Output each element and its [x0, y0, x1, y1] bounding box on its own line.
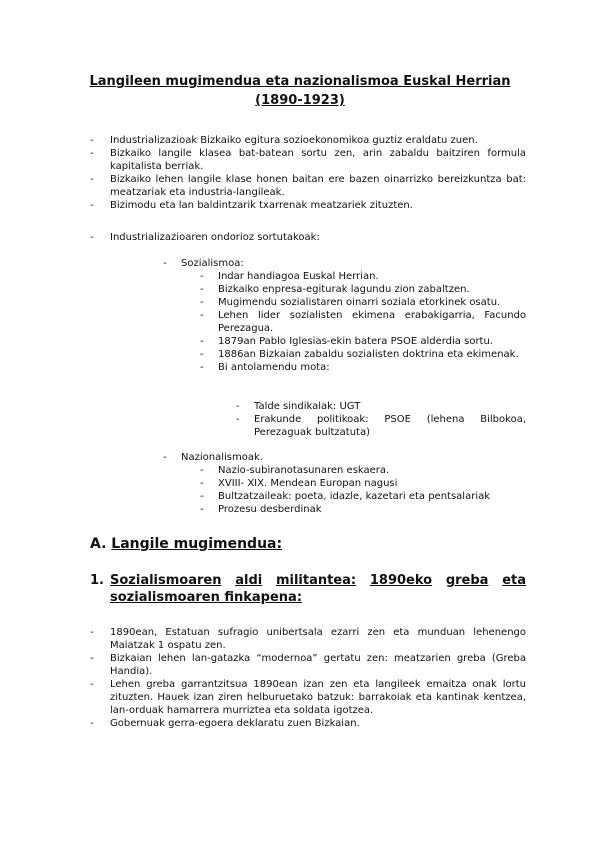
list-item: - Bizkaiko lehen langile klase honen baitan ere bazen oinarrizko bereizkuntza bat: meatzariak eta industria-langileak.: [90, 174, 526, 198]
socialism-section: [163, 257, 526, 270]
page-title-line1: Langileen mugimendua eta nazionalismoa Euskal Herrian: [89, 74, 511, 89]
list-item: - Talde sindikalak: UGT: [236, 401, 361, 412]
list-item: - Erakunde politikoak: PSOE (lehena Bilbokoa, Perezaguak bultzatuta): [236, 414, 526, 438]
socialism-items: [200, 270, 526, 374]
page-title-line2: (1890-1923): [255, 93, 345, 108]
section-1-title-line2: sozialismoaren finkapena:: [110, 590, 303, 605]
list-item: - Bultzatzaileak: poeta, idazle, kazetari eta pentsalariak: [200, 491, 491, 502]
section-1-heading: [90, 572, 526, 606]
list-item: - Bi antolamendu mota:: [200, 362, 330, 373]
list-item: - Prozesu desberdinak: [200, 504, 322, 515]
nationalism-section: [163, 451, 526, 464]
list-item: - Mugimendu sozialistaren oinarri soziala etorkinek osatu.: [200, 297, 501, 308]
consequences-label: - Industrializazioaren ondorioz sortutakoak:: [90, 232, 320, 243]
list-item: - Lehen lider sozialisten ekimena erabakigarria, Facundo Perezagua.: [200, 310, 526, 334]
nationalism-items: [200, 464, 526, 516]
page-title: [80, 72, 520, 110]
list-item: - Bizimodu eta lan baldintzarik txarrenak meatzariek zituzten.: [90, 200, 413, 211]
section-a-title: Langile mugimendua:: [111, 536, 283, 552]
consequences-list: [90, 231, 526, 244]
section-1-title-line1: Sozialismoaren aldi militantea: 1890eko greba eta: [110, 573, 526, 588]
section-a-heading: [90, 536, 282, 552]
socialism-label: - Sozialismoa:: [163, 258, 244, 269]
organization-types: [236, 400, 526, 439]
list-item: - 1879an Pablo Iglesias-ekin batera PSOE alderdia sortu.: [200, 336, 493, 347]
nationalism-label: - Nazionalismoak.: [163, 452, 263, 463]
list-item: - Nazio-subiranotasunaren eskaera.: [200, 465, 390, 476]
list-item: - Bizkaiko enpresa-egiturak lagundu zion zabaltzen.: [200, 284, 470, 295]
list-item: - Lehen greba garrantzitsua 1890ean izan zen eta langileek emaitza onak lortu zituzten. Hauek izan ziren helburuetako batzuk: barrakoiak eta kantinak kentzea, lan-orduak hamarrera murriztea eta soldata igotzea.: [90, 679, 526, 716]
list-item: - Industrializazioak Bizkaiko egitura sozioekonomikoa guztiz eraldatu zuen.: [90, 135, 478, 146]
section-1-title: [110, 572, 526, 606]
section-a-letter: A.: [90, 536, 107, 552]
list-item: - XVIII- XIX. Mendean Europan nagusi: [200, 478, 398, 489]
list-item: - 1886an Bizkaian zabaldu sozialisten doktrina eta ekimenak.: [200, 349, 519, 360]
section-1-number: 1.: [90, 573, 104, 588]
list-item: - Bizkaiko langile klasea bat-batean sortu zen, arin zabaldu baitziren formula kapitalista berriak.: [90, 148, 526, 172]
list-item: - Indar handiagoa Euskal Herrian.: [200, 271, 379, 282]
list-item: - Bizkaian lehen lan-gatazka “modernoa” gertatu zen: meatzarien greba (Greba Handia).: [90, 653, 526, 677]
section-1-bullet-list: [90, 626, 526, 730]
intro-bullet-list: [90, 134, 526, 212]
list-item: - Gobernuak gerra-egoera deklaratu zuen Bizkaian.: [90, 718, 360, 729]
list-item: - 1890ean, Estatuan sufragio unibertsala ezarri zen eta munduan lehenengo Maiatzak 1 ospatu zen.: [90, 627, 526, 651]
